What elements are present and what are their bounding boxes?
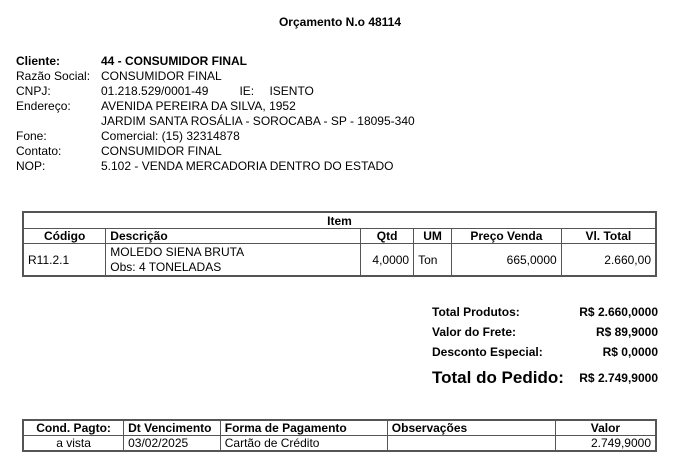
fone-label: Fone: bbox=[16, 129, 47, 143]
col-venc-header: Dt Vencimento bbox=[124, 420, 221, 436]
items-table bbox=[22, 211, 657, 277]
total-produtos-value: R$ 2.660,0000 bbox=[579, 305, 658, 319]
item-descricao-cell bbox=[106, 244, 361, 277]
endereco-row bbox=[16, 99, 415, 114]
razao-social-row bbox=[16, 69, 415, 84]
col-preco-header: Preço Venda bbox=[452, 229, 562, 244]
fone-value: Comercial: (15) 32314878 bbox=[101, 129, 240, 143]
items-section-header bbox=[23, 212, 656, 229]
desconto-label: Desconto Especial: bbox=[432, 345, 543, 359]
frete-label: Valor do Frete: bbox=[432, 325, 517, 339]
col-total-header: Vl. Total bbox=[561, 229, 656, 244]
razao-social-label: Razão Social: bbox=[16, 69, 91, 83]
totals-block bbox=[432, 305, 658, 392]
item-obs: Obs: 4 TONELADAS bbox=[110, 259, 222, 274]
payment-venc: 03/02/2025 bbox=[124, 436, 221, 452]
contato-value: CONSUMIDOR FINAL bbox=[101, 144, 222, 158]
item-codigo: R11.2.1 bbox=[23, 244, 106, 277]
payment-header-row bbox=[23, 420, 656, 436]
col-obs-header: Observações bbox=[387, 420, 555, 436]
item-preco: 665,0000 bbox=[452, 244, 562, 277]
payment-forma: Cartão de Crédito bbox=[220, 436, 387, 452]
cnpj-value: 01.218.529/0001-49 bbox=[101, 84, 209, 98]
fone-row bbox=[16, 129, 415, 144]
nop-value: 5.102 - VENDA MERCADORIA DENTRO DO ESTADO bbox=[101, 159, 394, 173]
nop-row bbox=[16, 159, 415, 174]
items-header-row bbox=[23, 229, 656, 244]
total-pedido-value: R$ 2.749,9000 bbox=[579, 371, 658, 385]
ie-group bbox=[239, 84, 313, 99]
razao-social-value: CONSUMIDOR FINAL bbox=[101, 69, 222, 83]
item-qtd: 4,0000 bbox=[361, 244, 414, 277]
item-descricao: MOLEDO SIENA BRUTA bbox=[110, 244, 245, 259]
document-title: Orçamento N.o 48114 bbox=[278, 15, 402, 29]
cnpj-label: CNPJ: bbox=[16, 84, 51, 98]
desconto-value: R$ 0,0000 bbox=[602, 345, 658, 359]
desconto-row bbox=[432, 345, 658, 365]
total-produtos-row bbox=[432, 305, 658, 325]
client-row bbox=[16, 54, 415, 69]
contato-row bbox=[16, 144, 415, 159]
payment-table bbox=[22, 419, 657, 452]
item-um: Ton bbox=[414, 244, 452, 277]
client-value: 44 - CONSUMIDOR FINAL bbox=[101, 54, 248, 68]
col-qtd-header: Qtd bbox=[361, 229, 414, 244]
client-label: Cliente: bbox=[16, 54, 61, 68]
frete-value: R$ 89,9000 bbox=[595, 325, 658, 339]
col-codigo-header: Código bbox=[23, 229, 106, 244]
table-row bbox=[23, 436, 656, 452]
client-info bbox=[16, 54, 415, 174]
endereco-line1: AVENIDA PEREIRA DA SILVA, 1952 bbox=[101, 99, 296, 113]
col-forma-header: Forma de Pagamento bbox=[220, 420, 387, 436]
total-pedido-label: Total do Pedido: bbox=[432, 368, 564, 387]
payment-obs bbox=[387, 436, 555, 452]
cnpj-row bbox=[16, 84, 415, 99]
frete-row bbox=[432, 325, 658, 345]
endereco-row-2 bbox=[16, 114, 415, 129]
contato-label: Contato: bbox=[16, 144, 62, 158]
col-descricao-header: Descrição bbox=[106, 229, 361, 244]
col-um-header: UM bbox=[414, 229, 452, 244]
total-pedido-row bbox=[432, 368, 658, 392]
ie-label: IE: bbox=[239, 84, 255, 98]
total-produtos-label: Total Produtos: bbox=[432, 305, 520, 319]
item-total: 2.660,00 bbox=[561, 244, 656, 277]
table-row bbox=[23, 244, 656, 277]
endereco-line2: JARDIM SANTA ROSÁLIA - SOROCABA - SP - 18095-340 bbox=[101, 114, 415, 128]
endereco-label: Endereço: bbox=[16, 99, 71, 113]
payment-valor: 2.749,9000 bbox=[555, 436, 656, 452]
nop-label: NOP: bbox=[16, 159, 46, 173]
items-section-title: Item bbox=[23, 212, 656, 229]
col-cond-header: Cond. Pagto: bbox=[23, 420, 124, 436]
payment-cond: a vista bbox=[23, 436, 124, 452]
ie-value: ISENTO bbox=[269, 84, 314, 98]
col-valor-header: Valor bbox=[555, 420, 656, 436]
